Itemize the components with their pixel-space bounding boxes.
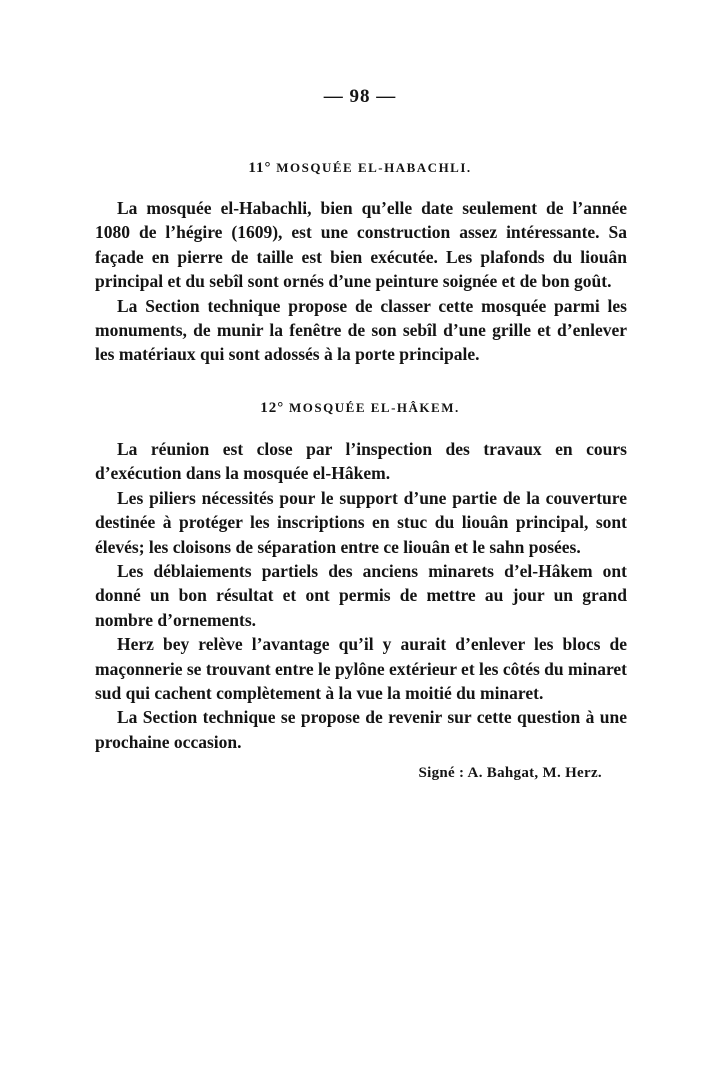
section-title: MOSQUÉE EL-HÂKEM. bbox=[289, 400, 460, 415]
section-title: MOSQUÉE EL-HABACHLI. bbox=[276, 160, 472, 175]
section-number: 11° bbox=[248, 160, 272, 176]
section-number: 12° bbox=[260, 400, 285, 416]
section-heading-11 bbox=[0, 160, 720, 177]
paragraph: La Section technique propose de classer cette mosquée parmi les monuments, de munir la fenêtre de son sebîl d’une grille et d’enlever les matériaux qui sont adossés à la porte principale. bbox=[95, 295, 627, 365]
paragraph: Herz bey relève l’avantage qu’il y aurait d’enlever les blocs de maçonnerie se trouvant entre le pylône extérieur et les côtés du minaret sud qui cachent complètement à la vue la moitié du minaret. bbox=[95, 634, 627, 704]
section-body-12 bbox=[95, 437, 627, 754]
section-heading-12 bbox=[0, 400, 720, 417]
paragraph: La mosquée el-Habachli, bien qu’elle date seulement de l’année 1080 de l’hégire (1609), est une construction assez intéressante. Sa façade en pierre de taille est bien exécutée. Les plafonds du liouân principal et du sebîl sont ornés d’une peinture soignée et de bon goût. bbox=[95, 198, 627, 292]
paragraph: Les déblaiements partiels des anciens minarets d’el-Hâkem ont donné un bon résultat et ont permis de mettre au jour un grand nombre d’ornements. bbox=[95, 561, 627, 630]
signature: Signé : A. Bahgat, M. Herz. bbox=[418, 765, 602, 781]
paragraph: La réunion est close par l’inspection des travaux en cours d’exécution dans la mosquée el-Hâkem. bbox=[95, 439, 627, 484]
page-number: — 98 — bbox=[323, 86, 397, 107]
section-body-11 bbox=[95, 196, 627, 367]
paragraph: La Section technique se propose de revenir sur cette question à une prochaine occasion. bbox=[95, 707, 627, 752]
paragraph: Les piliers nécessités pour le support d’une partie de la couverture destinée à protéger les inscriptions en stuc du liouân principal, sont élevés; les cloisons de séparation entre ce liouân et le sahn posées. bbox=[95, 487, 627, 557]
